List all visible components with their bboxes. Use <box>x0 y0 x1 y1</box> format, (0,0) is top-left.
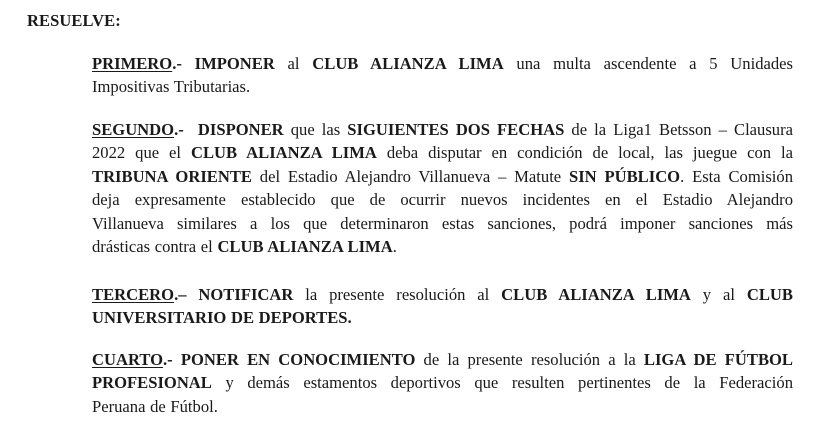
body-text: Impositivas Tributarias. <box>92 77 251 97</box>
bold-text: CLUB ALIANZA LIMA <box>312 54 504 73</box>
bold-text: SIN PÚBLICO <box>569 166 681 186</box>
text-line <box>92 52 793 75</box>
article-tercero <box>92 283 793 330</box>
body-text: y al <box>690 285 747 304</box>
body-text: la presente resolución al <box>293 285 502 304</box>
text-line <box>92 141 793 164</box>
resolution-heading: RESUELVE: <box>27 11 121 30</box>
body-text: deba disputar en condición de local, las juegue con la <box>376 143 793 163</box>
bold-text: PROFESIONAL <box>92 373 212 393</box>
bold-text: CLUB ALIANZA LIMA <box>217 237 393 257</box>
text-line <box>92 371 793 394</box>
bold-text: CLUB <box>746 285 793 304</box>
text-line <box>92 348 793 371</box>
article-label: CUARTO <box>92 350 164 369</box>
body-text: al <box>274 54 313 73</box>
text-line <box>92 188 793 211</box>
article-label: PRIMERO <box>92 54 173 73</box>
bold-text: .- DISPONER <box>174 120 284 139</box>
bold-text: UNIVERSITARIO DE DEPORTES. <box>92 308 352 328</box>
bold-text: .– NOTIFICAR <box>174 285 294 304</box>
body-text: Peruana de Fútbol. <box>92 396 218 416</box>
body-text: drásticas contra el <box>92 237 218 257</box>
body-text: una multa ascendente a 5 Unidades <box>503 54 793 73</box>
text-line <box>92 165 793 188</box>
article-primero <box>92 52 793 99</box>
body-text: del Estadio Alejandro Villanueva – Matute <box>251 166 569 186</box>
article-label: TERCERO <box>92 285 175 304</box>
bold-text: TRIBUNA ORIENTE <box>92 166 252 186</box>
body-text: deja expresamente establecido que de ocurrir nuevos incidentes en el Estadio Alejandro <box>92 190 793 210</box>
body-text: y demás estamentos deportivos que resulten pertinentes de la Federación <box>211 373 793 393</box>
text-line <box>92 283 793 306</box>
article-segundo <box>92 118 793 258</box>
bold-text: .- PONER EN CONOCIMIENTO <box>163 350 416 369</box>
body-text: que las <box>283 120 348 139</box>
text-line <box>92 395 793 418</box>
body-text: Villanueva similares a los que determinaron estas sanciones, podrá imponer sanciones más <box>92 213 793 233</box>
body-text: . <box>392 237 397 257</box>
bold-text: CLUB ALIANZA LIMA <box>501 285 691 304</box>
text-line <box>92 118 793 141</box>
text-line <box>92 212 793 235</box>
article-cuarto <box>92 348 793 418</box>
text-line <box>92 235 793 258</box>
bold-text: CLUB ALIANZA LIMA <box>191 143 377 163</box>
bold-text: .- IMPONER <box>172 54 275 73</box>
body-text: de la presente resolución a la <box>415 350 644 369</box>
body-text: 2022 que el <box>92 143 191 163</box>
body-text: . Esta Comisión <box>680 166 793 186</box>
body-text: de la Liga1 Betsson – Clausura <box>564 120 793 139</box>
bold-text: LIGA DE FÚTBOL <box>643 350 793 369</box>
text-line <box>92 75 793 98</box>
bold-text: SIGUIENTES DOS FECHAS <box>347 120 565 139</box>
text-line <box>92 306 793 329</box>
article-label: SEGUNDO <box>92 120 175 139</box>
